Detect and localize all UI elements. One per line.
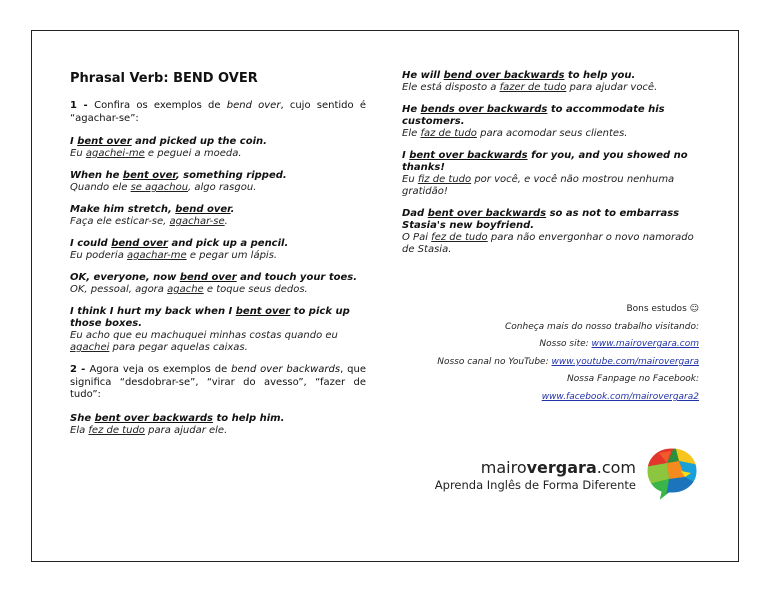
intro-1-text-a: Confira os exemplos de <box>94 100 227 111</box>
brand-block <box>410 458 636 492</box>
youtube-link[interactable]: www.youtube.com/mairovergara <box>551 356 699 367</box>
example-portuguese: Ela fez de tudo para ajudar ele. <box>70 424 228 436</box>
example-english: I bent over and picked up the coin. <box>70 136 267 147</box>
example <box>402 104 700 140</box>
example-english: Dad bent over backwards so as not to embarrass Stasia's new boyfriend. <box>402 208 680 231</box>
youtube-line <box>395 354 699 372</box>
example <box>70 413 366 437</box>
example-portuguese: Eu agachei-me e peguei a moeda. <box>70 148 242 159</box>
example-portuguese: Eu fiz de tudo por você, e você não mostrou nenhuma gratidão! <box>402 174 675 197</box>
intro-2-text-a: Agora veja os exemplos de <box>89 364 232 375</box>
example <box>402 70 700 94</box>
bons-estudos: Bons estudos ☺ <box>626 304 699 314</box>
example-english: I could bend over and pick up a pencil. <box>70 238 289 249</box>
conheca-text: Conheça mais do nosso trabalho visitando: <box>505 321 699 332</box>
example-portuguese: Ele está disposto a fazer de tudo para ajudar você. <box>402 82 658 93</box>
left-column <box>70 71 366 447</box>
example <box>70 170 366 194</box>
facebook-link[interactable]: www.facebook.com/mairovergara2 <box>541 391 699 402</box>
example <box>402 150 700 198</box>
intro-1-number: 1 - <box>70 100 95 111</box>
example <box>70 238 366 262</box>
example-english: When he bent over, something ripped. <box>70 170 287 181</box>
site-label: Nosso site: <box>539 339 592 350</box>
left-examples <box>70 136 366 354</box>
example-portuguese: Faça ele esticar-se, agachar-se. <box>70 216 228 227</box>
site-line <box>395 336 699 354</box>
intro-1-text-b: , cujo sentido é “agachar-se”: <box>70 100 366 124</box>
right-column <box>402 70 700 266</box>
example <box>70 272 366 296</box>
intro-2 <box>70 364 366 402</box>
example-portuguese: Ele faz de tudo para acomodar seus clientes. <box>402 128 628 139</box>
example-english: She bent over backwards to help him. <box>70 412 285 424</box>
intro-2-phrase: bend over backwards <box>231 364 341 375</box>
intro-1 <box>70 100 366 125</box>
example <box>70 136 366 160</box>
example-english: He bends over backwards to accommodate his customers. <box>402 104 665 127</box>
example-portuguese: Eu acho que eu machuquei minhas costas quando eu agachei para pegar aquelas caixas. <box>70 330 338 353</box>
example-portuguese: O Pai fez de tudo para não envergonhar o novo namorado de Stasia. <box>402 232 694 255</box>
facebook-label: Nossa Fanpage no Facebook: <box>567 374 699 385</box>
speech-bubble-logo-icon <box>645 445 699 503</box>
brand-name: mairovergara.com <box>480 458 636 477</box>
example-english: He will bend over backwards to help you. <box>402 70 636 81</box>
site-link[interactable]: www.mairovergara.com <box>591 339 699 350</box>
example-english: I think I hurt my back when I bent over to pick up those boxes. <box>70 306 350 329</box>
page-title: Phrasal Verb: BEND OVER <box>70 71 258 86</box>
example-english: OK, everyone, now bend over and touch your toes. <box>70 272 358 283</box>
footer-links <box>395 301 699 407</box>
example <box>70 306 366 354</box>
example <box>70 204 366 228</box>
example-portuguese: Quando ele se agachou, algo rasgou. <box>70 182 257 193</box>
example-portuguese: OK, pessoal, agora agache e toque seus dedos. <box>70 284 308 295</box>
example-portuguese: Eu poderia agachar-me e pegar um lápis. <box>70 250 278 261</box>
intro-2-number: 2 - <box>70 364 90 375</box>
intro-1-phrase: bend over <box>226 100 281 111</box>
example-english: Make him stretch, bend over. <box>70 204 235 215</box>
example <box>402 208 700 256</box>
intro-2-text-b: , que significa “desdobrar-se”, “virar do avesso”, “fazer de tudo”: <box>70 364 366 400</box>
example-english: I bent over backwards for you, and you showed no thanks! <box>402 150 688 173</box>
youtube-label: Nosso canal no YouTube: <box>437 356 552 367</box>
brand-tagline: Aprenda Inglês de Forma Diferente <box>434 478 636 492</box>
